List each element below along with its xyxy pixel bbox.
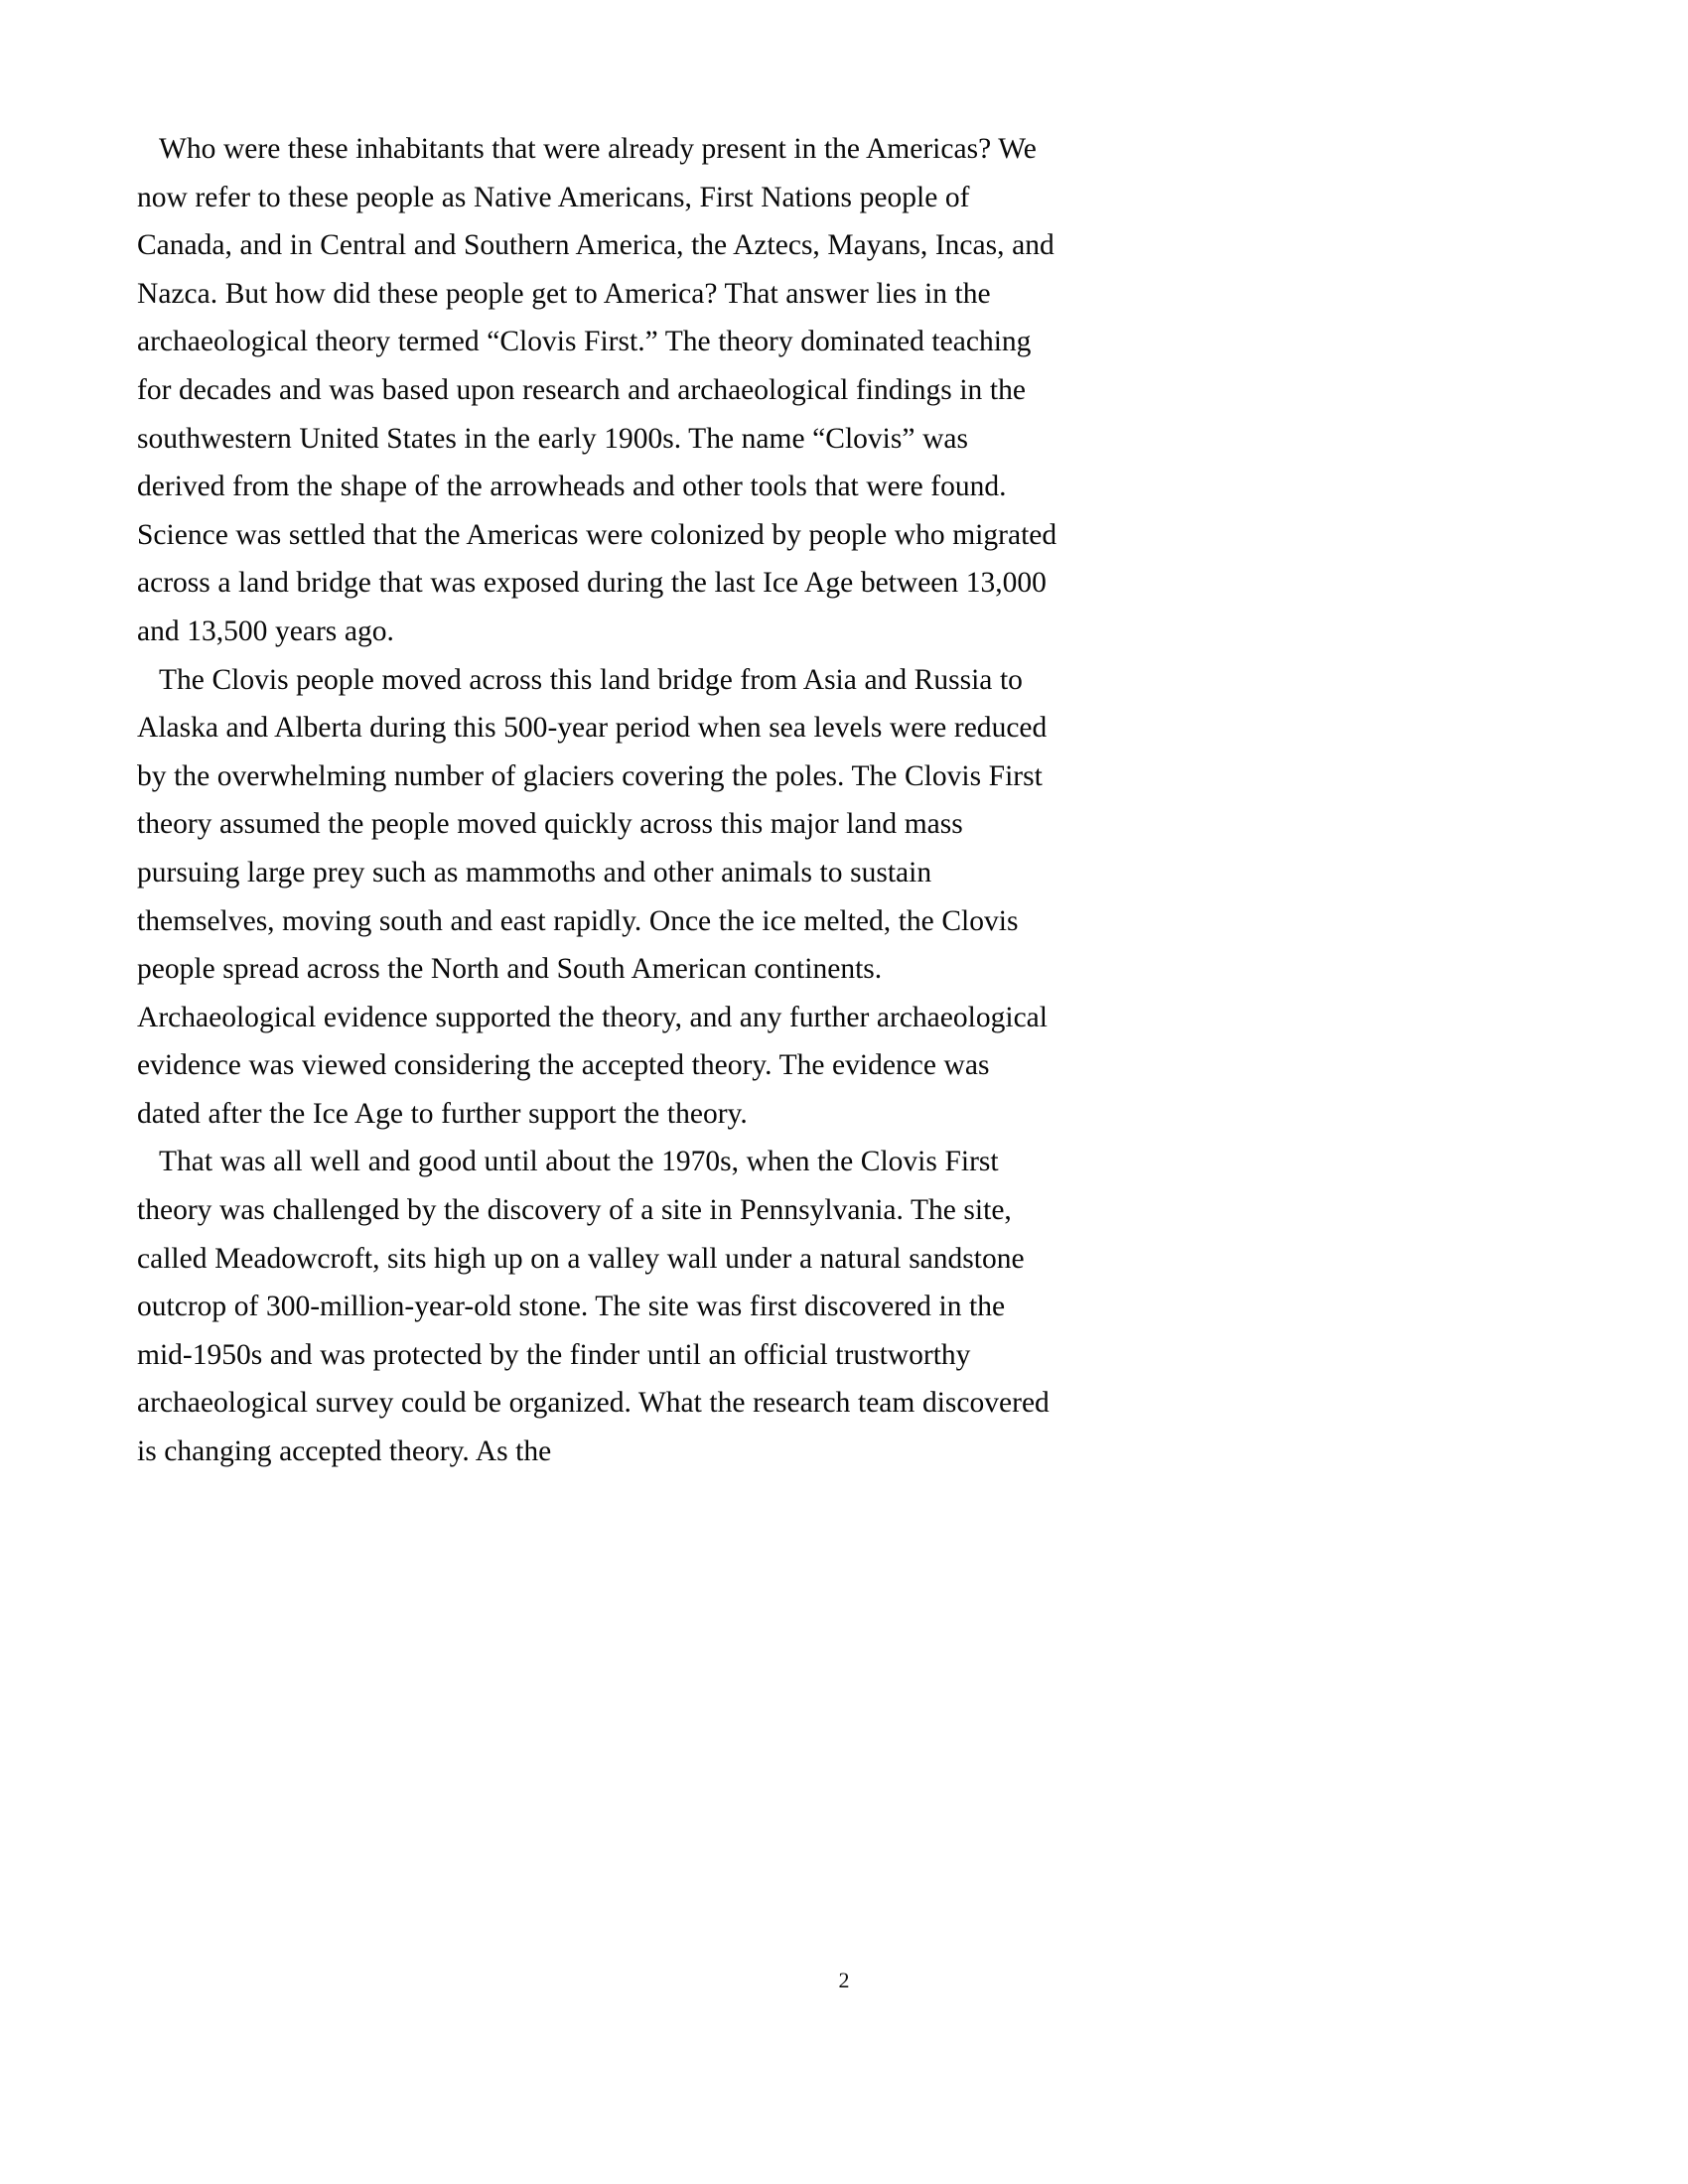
body-paragraph-2: The Clovis people moved across this land bridge from Asia and Russia to Alaska and Alberta during this 500-year period when sea levels were reduced by the overwhelming number of glaciers covering the poles. The Clovis First theory assumed the people moved quickly across this major land mass pursuing large prey such as mammoths and other animals to sustain themselves, moving south and east rapidly. Once the ice melted, the Clovis people spread across the North and South American continents. Archaeological evidence supported the theory, and any further archaeological evidence was viewed considering the accepted theory. The evidence was dated after the Ice Age to further support the theory. [137,663,1048,1130]
body-paragraph-1: Who were these inhabitants that were already present in the Americas? We now refer to these people as Native Americans, First Nations people of Canada, and in Central and Southern America, the Aztecs, Mayans, Incas, and Nazca. But how did these people get to America? That answer lies in the archaeological theory termed “Clovis First.” The theory dominated teaching for decades and was based upon research and archaeological findings in the southwestern United States in the early 1900s. The name “Clovis” was derived from the shape of the arrowheads and other tools that were found. Science was settled that the Americas were colonized by people who migrated across a land bridge that was exposed during the last Ice Age between 13,000 and 13,500 years ago. [137,133,1057,647]
body-paragraph-3: That was all well and good until about the 1970s, when the Clovis First theory was challenged by the discovery of a site in Pennsylvania. The site, called Meadowcroft, sits high up on a valley wall under a natural sandstone outcrop of 300-million-year-old stone. The site was first discovered in the mid-1950s and was protected by the finder until an official trustworthy archaeological survey could be organized. What the research team discovered is changing accepted theory. As the [137,1146,1050,1468]
page-body-text [137,125,1058,1476]
page-footer [0,1968,1688,1993]
page-number: 2 [838,1968,850,1992]
